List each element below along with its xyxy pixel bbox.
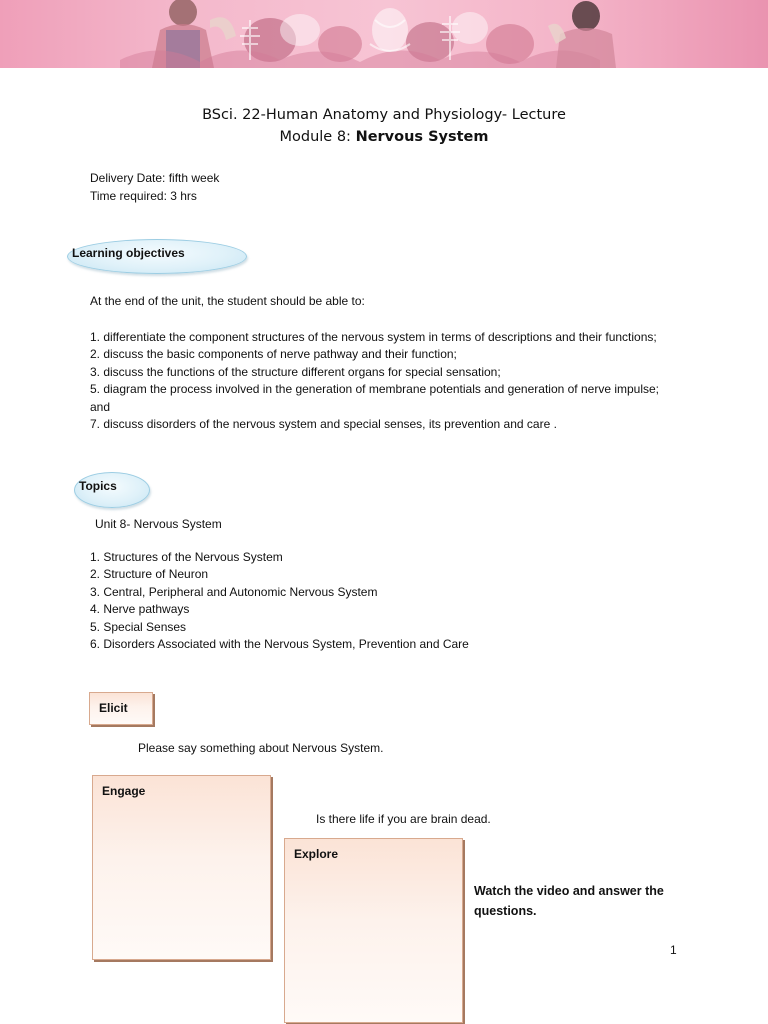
topic-item: 1. Structures of the Nervous System	[90, 550, 283, 564]
learning-objectives-callout	[67, 239, 247, 274]
objectives-intro: At the end of the unit, the student should be able to:	[90, 294, 365, 308]
explore-prompt-line1: Watch the video and answer the	[474, 884, 664, 898]
time-required: Time required: 3 hrs	[90, 189, 197, 203]
module-name: Nervous System	[355, 129, 489, 145]
explore-box	[284, 838, 463, 1023]
topic-item: 4. Nerve pathways	[90, 602, 190, 617]
elicit-prompt: Please say something about Nervous System.	[138, 741, 384, 755]
header-banner	[0, 0, 768, 68]
anatomy-illustration-icon	[0, 0, 768, 68]
module-prefix: Module 8:	[279, 129, 356, 145]
topics-callout	[74, 472, 150, 508]
unit-title: Unit 8- Nervous System	[95, 517, 222, 531]
engage-label: Engage	[102, 784, 146, 798]
topic-item: 6. Disorders Associated with the Nervous System, Prevention and Care	[90, 637, 469, 652]
explore-prompt-line2: questions.	[474, 904, 537, 918]
delivery-date: Delivery Date: fifth week	[90, 171, 220, 185]
topic-item: 3. Central, Peripheral and Autonomic Nervous System	[90, 584, 378, 599]
engage-box	[92, 775, 271, 960]
objective-item: 7. discuss disorders of the nervous system and special senses, its prevention and care .	[90, 417, 557, 432]
topic-item: 5. Special Senses	[90, 619, 187, 634]
topics-heading: Topics	[79, 479, 117, 493]
course-title: BSci. 22-Human Anatomy and Physiology- Lecture	[202, 107, 566, 123]
objective-item: 2. discuss the basic components of nerve pathway and their function;	[90, 347, 457, 362]
elicit-box	[89, 692, 153, 725]
module-title	[0, 129, 768, 145]
objective-item: 1. differentiate the component structures of the nervous system in terms of descriptions and their functions;	[90, 330, 657, 344]
objectives-list	[90, 329, 670, 433]
topic-item: 2. Structure of Neuron	[90, 567, 209, 582]
topics-list	[90, 549, 469, 653]
explore-label: Explore	[294, 847, 339, 861]
learning-objectives-heading: Learning objectives	[72, 246, 185, 260]
engage-prompt: Is there life if you are brain dead.	[316, 812, 491, 826]
objective-item: 3. discuss the functions of the structure different organs for special sensation;	[90, 364, 501, 379]
objective-item: 5. diagram the process involved in the generation of membrane potentials and generation of nerve impulse; and	[90, 382, 660, 414]
elicit-label: Elicit	[99, 701, 128, 715]
page-number: 1	[670, 943, 677, 957]
